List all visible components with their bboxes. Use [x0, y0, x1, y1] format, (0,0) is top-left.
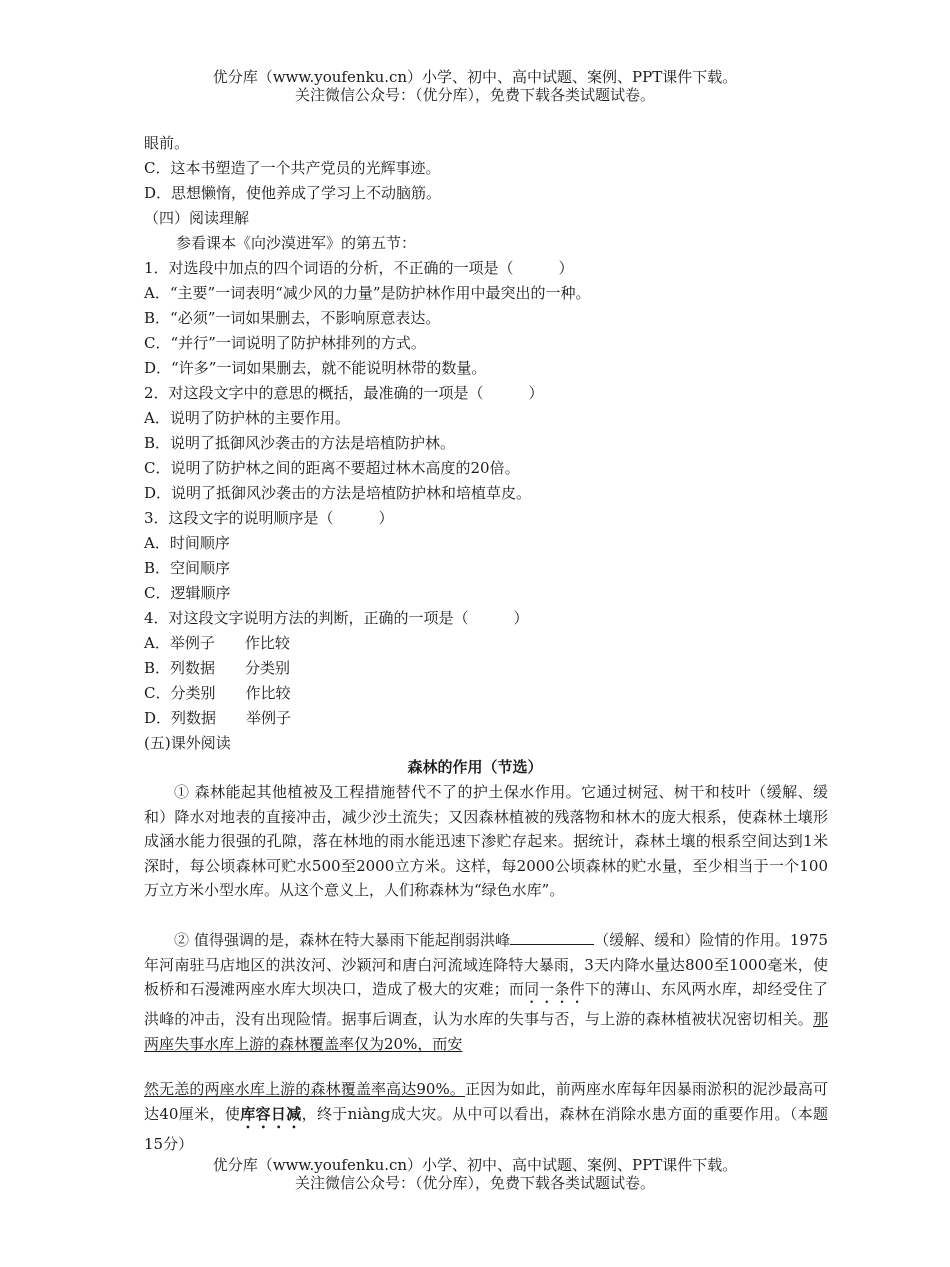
header-line-1: 优分库（www.youfenku.cn）小学、初中、高中试题、案例、PPT课件下载。: [212, 68, 738, 86]
page-footer: [0, 1156, 950, 1192]
option-d: D．思想懒惰，使他养成了学习上不动脑筋。: [144, 184, 442, 202]
q3-option-a: A．时间顺序: [144, 534, 230, 552]
underlined-sentence: 那两座失事水库上游的森林覆盖率仅为20%，而安: [144, 1010, 828, 1053]
question-1: 1．对选段中加点的四个词语的分析，不正确的一项是（ ）: [144, 259, 574, 277]
q4-option-a: A．举例子 作比较: [144, 634, 290, 652]
article-title: 森林的作用（节选）: [407, 758, 543, 776]
q1-option-b: B．“必须”一词如果删去，不影响原意表达。: [144, 309, 441, 327]
q1-option-d: D．“许多”一词如果删去，就不能说明林带的数量。: [144, 359, 487, 377]
underlined-sentence: 然无恙的两座水库上游的森林覆盖率高达90%。: [144, 1080, 465, 1098]
q4-option-c: C．分类别 作比较: [144, 684, 291, 702]
article-paragraph-3: [144, 1077, 828, 1156]
q3-option-c: C．逻辑顺序: [144, 584, 231, 602]
question-2: 2．对这段文字中的意思的概括，最准确的一项是（ ）: [144, 384, 544, 402]
q1-option-c: C．“并行”一词说明了防护林排列的方式。: [144, 334, 426, 352]
emphasis-dotted-phrase: 库容日减: [240, 1104, 302, 1123]
question-3: 3．这段文字的说明顺序是（ ）: [144, 509, 394, 527]
q2-option-d: D．说明了抵御风沙袭击的方法是培植防护林和培植草皮。: [144, 484, 532, 502]
q3-option-b: B．空间顺序: [144, 559, 231, 577]
emphasis-dotted-phrase: 同一条件: [524, 980, 585, 999]
paragraph-2-text: ② 值得强调的是，森林在特大暴雨下能起削弱洪峰: [174, 931, 511, 949]
article-paragraph-2: [144, 928, 828, 1056]
instruction: 参看课本《向沙漠进军》的第五节：: [176, 234, 417, 252]
option-c: C．这本书塑造了一个共产党员的光辉事迹。: [144, 159, 441, 177]
footer-line-1: 优分库（www.youfenku.cn）小学、初中、高中试题、案例、PPT课件下载。: [212, 1156, 738, 1174]
text-line: 眼前。: [144, 134, 190, 152]
article-paragraph-1: ① 森林能起其他植被及工程措施替代不了的护土保水作用。它通过树冠、树干和枝叶（缓解、缓和）降水对地表的直接冲击，减少沙土流失；又因森林植被的残落物和林木的庞大根系，使森林土壤形成涵水能力很强的孔隙，落在林地的雨水能迅速下渗贮存起来。据统计，森林土壤的根系空间达到1米深时，每公顷森林可贮水500至2000立方米。这样，每2000公顷森林的贮水量，至少相当于一个100万立方米小型水库。从这个意义上，人们称森林为“绿色水库”。: [144, 783, 828, 900]
q2-option-b: B．说明了抵御风沙袭击的方法是培植防护林。: [144, 434, 456, 452]
section-heading: （四）阅读理解: [144, 209, 250, 227]
paragraph-2-text: （缓解、缓和）险情的作用。1975年河南驻马店地区的洪汝河、沙颖河和唐白河流域连降特大暴雨，3天内降水量达800至1000毫米，使板桥和石漫滩两座水库大坝决口，造成了极大的灾难；而: [144, 931, 828, 999]
paragraph-3-text: ，终于niàng成大灾。从中可以看出，森林在消除水患方面的重要作用。（本题15分）: [144, 1104, 828, 1153]
section-heading-5: (五)课外阅读: [144, 734, 231, 752]
q4-option-d: D．列数据 举例子: [144, 709, 292, 727]
paragraph-3-text: 正因为如此，前两座水库每年因暴雨淤积的泥沙最高可达40厘米，使: [144, 1080, 828, 1123]
q2-option-a: A．说明了防护林的主要作用。: [144, 409, 350, 427]
question-4: 4．对这段文字说明方法的判断，正确的一项是（ ）: [144, 609, 529, 627]
q1-option-a: A．“主要”一词表明“减少风的力量”是防护林作用中最突出的一种。: [144, 284, 591, 302]
footer-line-2: 关注微信公众号：（优分库），免费下载各类试题试卷。: [294, 1174, 655, 1192]
paragraph-2-text: 下的薄山、东风两水库，却经受住了洪峰的冲击，没有出现险情。据事后调查，认为水库的失事与否，与上游的森林植被状况密切相关。: [144, 980, 828, 1029]
fill-blank[interactable]: [510, 930, 594, 945]
q4-option-b: B．列数据 分类别: [144, 659, 291, 677]
header-line-2: 关注微信公众号：（优分库），免费下载各类试题试卷。: [294, 86, 655, 104]
page-header: [0, 68, 950, 104]
q2-option-c: C．说明了防护林之间的距离不要超过林木高度的20倍。: [144, 459, 520, 477]
